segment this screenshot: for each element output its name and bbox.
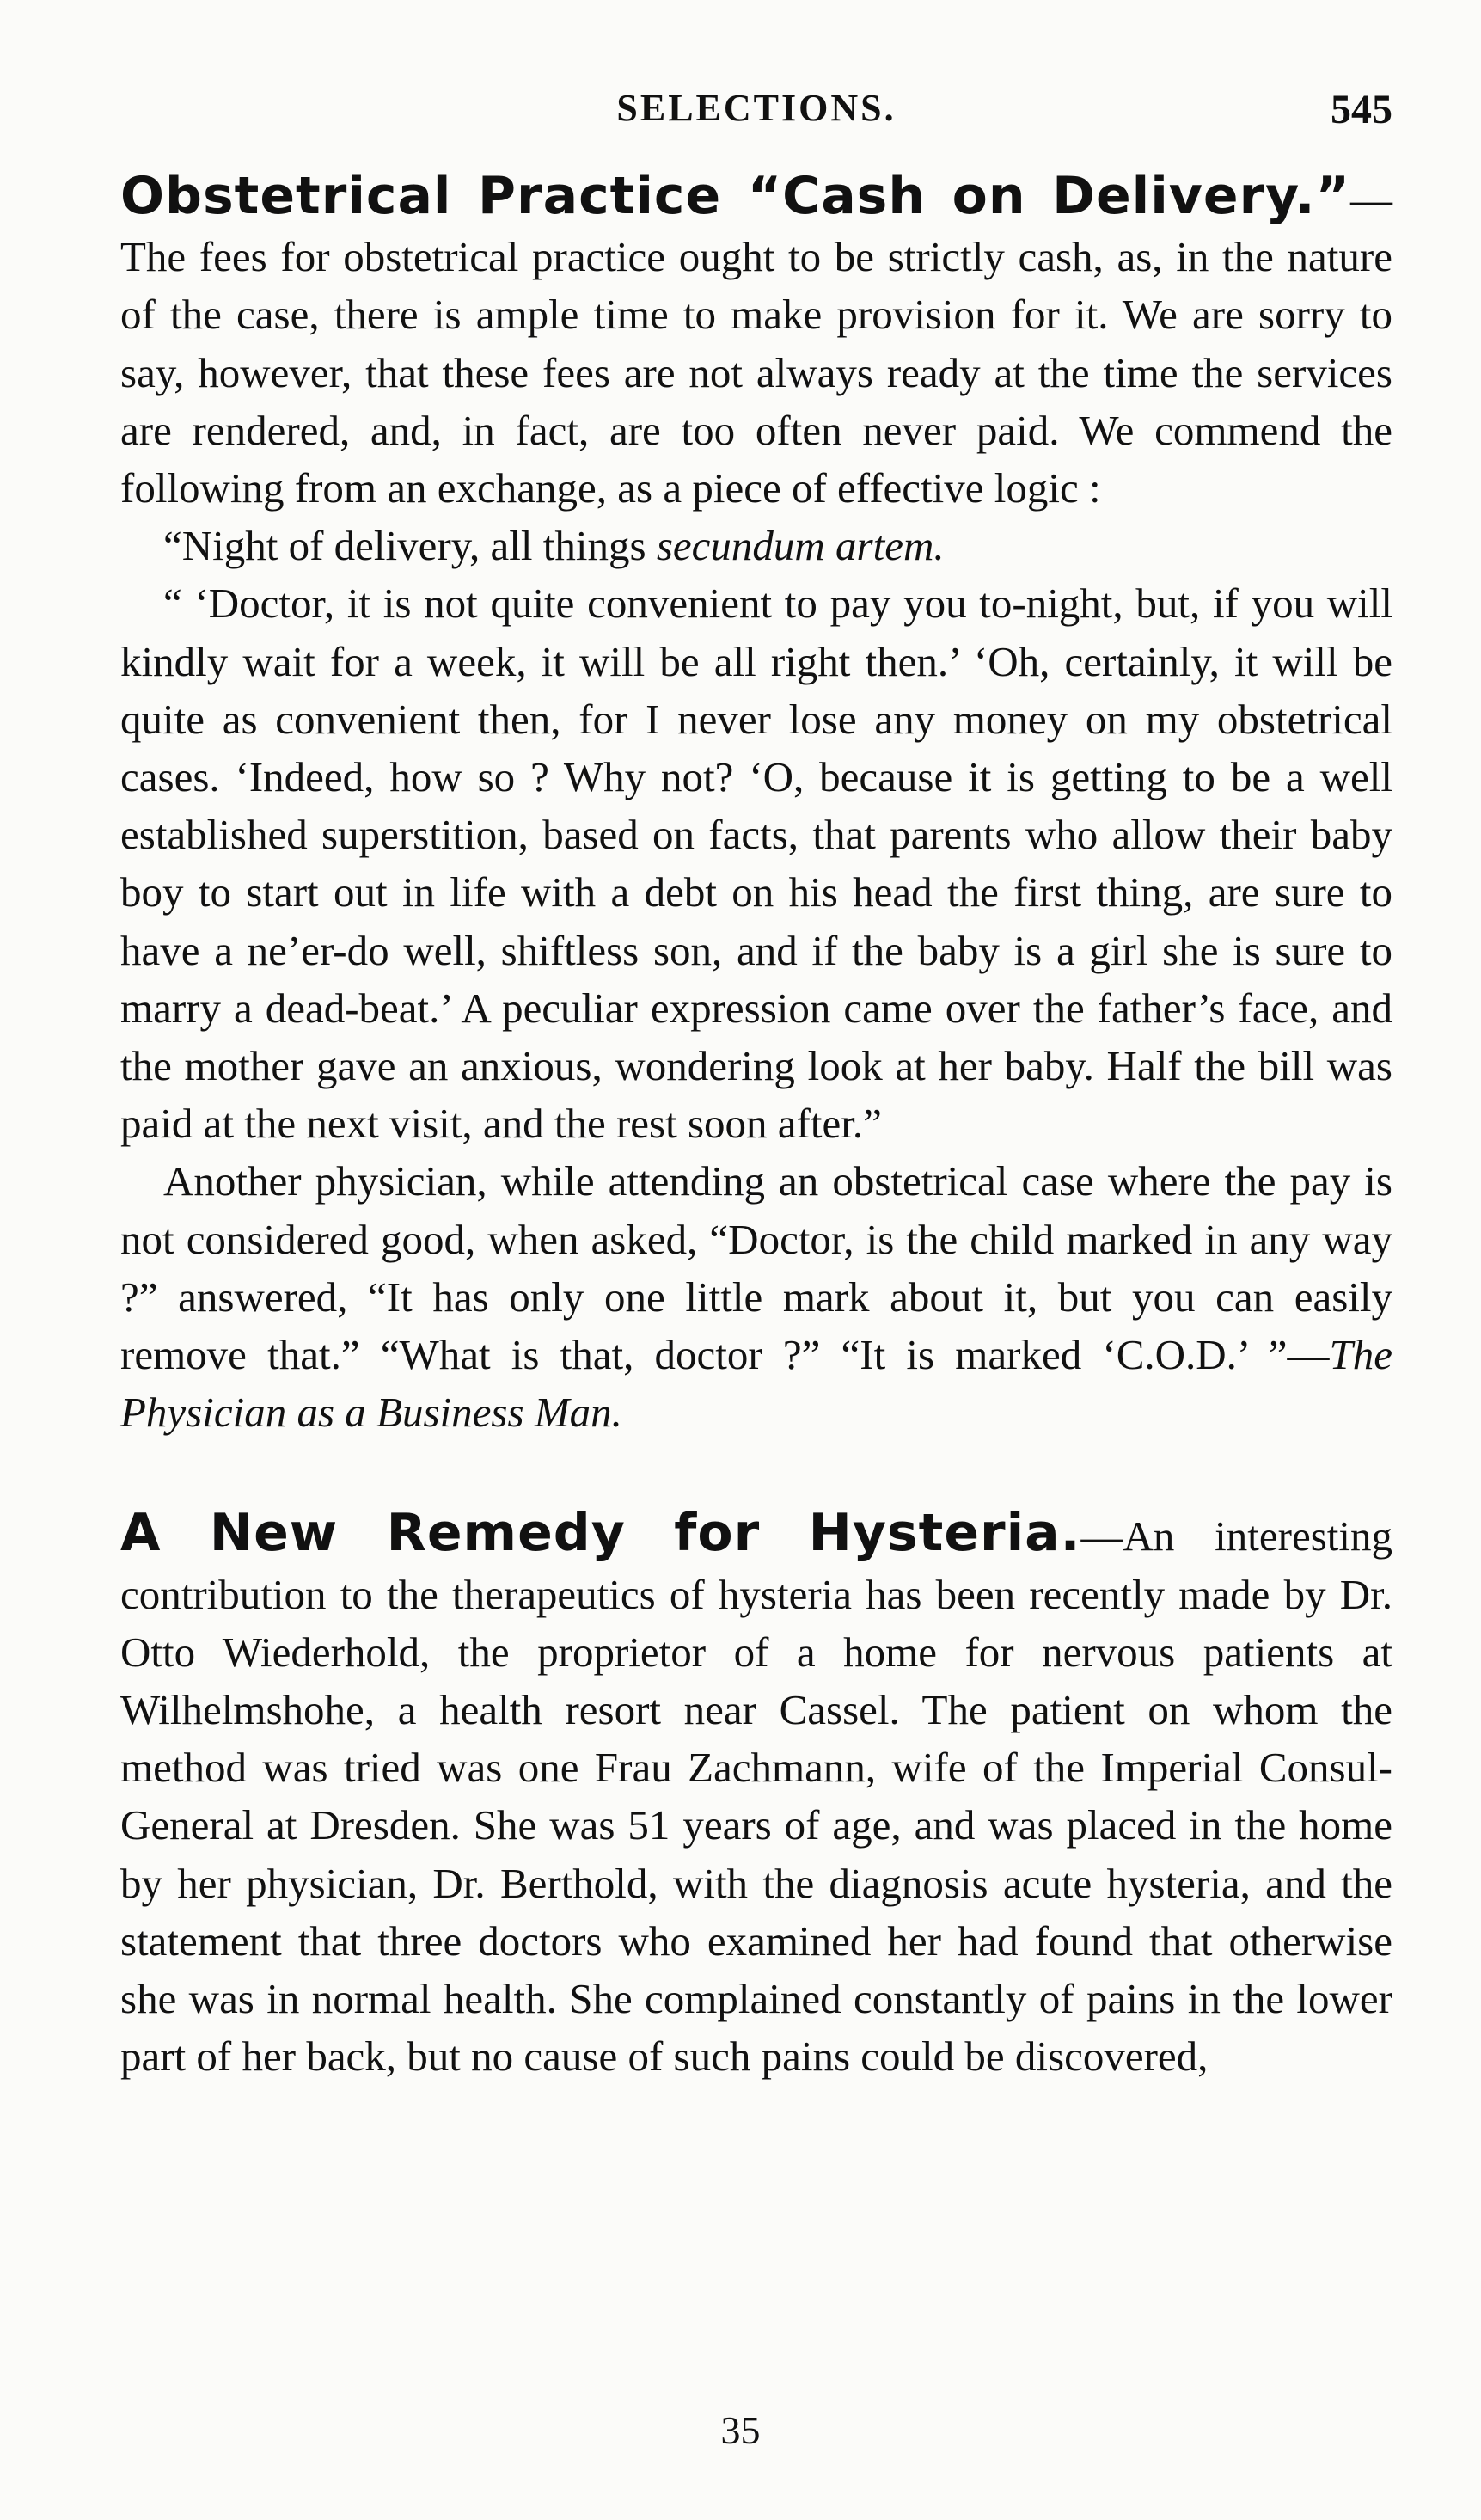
quote-text: “Night of delivery, all things: [163, 522, 657, 570]
page-body: [120, 168, 1392, 2086]
article-heading: Obstetrical Practice “Cash on Delivery.”: [120, 166, 1350, 226]
latin-phrase: secundum artem.: [656, 522, 945, 570]
article-heading: A New Remedy for Hysteria.: [120, 1503, 1081, 1564]
article-new-remedy-hysteria: [120, 1505, 1392, 2085]
page-number: 545: [1331, 87, 1392, 132]
source-citation: The Physician as a Business Man.: [120, 1331, 1392, 1437]
article-obstetrical-practice: [120, 168, 1392, 1441]
anecdote-text: Another physician, while attending an obstetrical case where the pay is not considered good, when asked, “Doctor, is the child marked in any way ?” answered, “It has only one little mark about it, but you can easily remove that.” “What is that, doctor ?” “It is marked ‘C.O.D.’ ”—: [120, 1157, 1392, 1379]
article-paragraph: [120, 168, 1392, 517]
running-head-title: SELECTIONS.: [616, 87, 897, 129]
anecdote-paragraph: [120, 1152, 1392, 1441]
article-paragraph: [120, 1505, 1392, 2085]
article-lead-text: —An interesting contribution to the therapeutics of hysteria has been recently made by Dr. Otto Wiederhold, the proprietor of a home for nervous patients at Wilhelmshohe, a health resort near Cassel. The patient on whom the method was tried was one Frau Zachmann, wife of the Imperial Consul-General at Dresden. She was 51 years of age, and was placed in the home by her physician, Dr. Berthold, with the diagnosis acute hysteria, and the statement that three doctors who examined her had found that otherwise she was in normal health. She complained constantly of pains in the lower part of her back, but no cause of such pains could be discovered,: [120, 1512, 1392, 2081]
dialogue-paragraph: “ ‘Doctor, it is not quite convenient to pay you to-night, but, if you will kindly wait for a week, it will be all right then.’ ‘Oh, certainly, it will be quite as convenient then, for I never lose any money on my obstetrical cases. ‘Indeed, how so ? Why not? ‘O, because it is getting to be a well established superstition, based on facts, that parents who allow their baby boy to start out in life with a debt on his head the first thing, are sure to have a ne’er-do well, shiftless son, and if the baby is a girl she is sure to marry a dead-beat.’ A peculiar expression came over the father’s face, and the mother gave an anxious, wondering look at her baby. Half the bill was paid at the next visit, and the rest soon after.”: [120, 579, 1392, 1148]
article-lead-text: —The fees for obstetrical practice ought to be strictly cash, as, in the nature of the case, there is ample time to make provision for it. We are sorry to say, however, that these fees are not always ready at the time the services are rendered, and, in fact, are too often never paid. We commend the following from an exchange, as a piece of effective logic :: [120, 175, 1392, 512]
running-head: [120, 86, 1392, 138]
quote-paragraph: [120, 517, 1392, 574]
signature-mark: 35: [720, 2408, 761, 2452]
